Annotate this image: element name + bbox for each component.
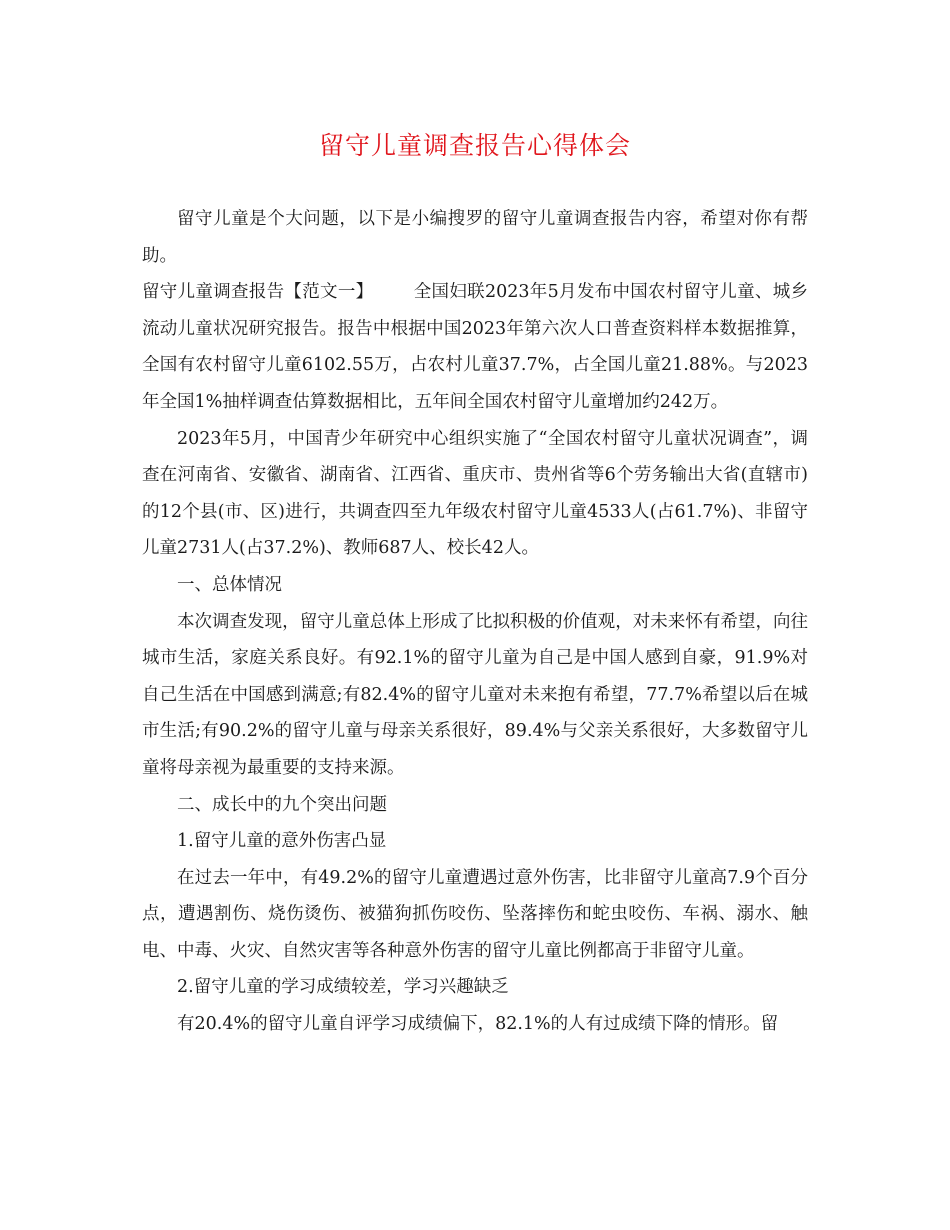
document-body bbox=[142, 201, 808, 1043]
survey-paragraph: 2023年5月，中国青少年研究中心组织实施了“全国农村留守儿童状况调查”，调查在河南省、安徽省、湖南省、江西省、重庆市、贵州省等6个劳务输出大省(直辖市)的12个县(市、区)进行，共调查四至九年级农村留守儿童4533人(占61.7%)、非留守儿童2731人(占37.2%)、教师687人、校长42人。 bbox=[142, 428, 808, 559]
document-title: 留守儿童调查报告心得体会 bbox=[318, 131, 631, 160]
intro-paragraph: 留守儿童是个大问题，以下是小编搜罗的留守儿童调查报告内容，希望对你有帮助。 bbox=[142, 209, 808, 266]
sample-one-label: 留守儿童调查报告【范文一】 bbox=[142, 282, 374, 303]
sample-one-text: 全国妇联2023年5月发布中国农村留守儿童、城乡流动儿童状况研究报告。报告中根据中国2023年第六次人口普查资料样本数据推算，全国有农村留守儿童6102.55万，占农村儿童37.7%，占全国儿童21.88%。与2023年全国1%抽样调查估算数据相比，五年间全国农村留守儿童增加约242万。 bbox=[142, 282, 809, 412]
overall-paragraph: 本次调查发现，留守儿童总体上形成了比拟积极的价值观，对未来怀有希望，向往城市生活，家庭关系良好。有92.1%的留守儿童为自己是中国人感到自豪，91.9%对自己生活在中国感到满意;有82.4%的留守儿童对未来抱有希望，77.7%希望以后在城市生活;有90.2%的留守儿童与母亲关系很好，89.4%与父亲关系很好，大多数留守儿童将母亲视为最重要的支持来源。 bbox=[142, 611, 808, 778]
section-heading-overall: 一、总体情况 bbox=[177, 574, 282, 595]
injury-paragraph: 在过去一年中，有49.2%的留守儿童遭遇过意外伤害，比非留守儿童高7.9个百分点，遭遇割伤、烧伤烫伤、被猫狗抓伤咬伤、坠落摔伤和蛇虫咬伤、车祸、溺水、触电、中毒、火灾、自然灾害等各种意外伤害的留守儿童比例都高于非留守儿童。 bbox=[142, 867, 808, 961]
study-paragraph: 有20.4%的留守儿童自评学习成绩偏下，82.1%的人有过成绩下降的情形。留 bbox=[177, 1014, 779, 1035]
section-heading-problems: 二、成长中的九个突出问题 bbox=[177, 794, 387, 815]
subheading-injury: 1.留守儿童的意外伤害凸显 bbox=[177, 831, 387, 852]
subheading-study: 2.留守儿童的学习成绩较差，学习兴趣缺乏 bbox=[177, 977, 509, 998]
sample-one-paragraph bbox=[142, 274, 808, 420]
